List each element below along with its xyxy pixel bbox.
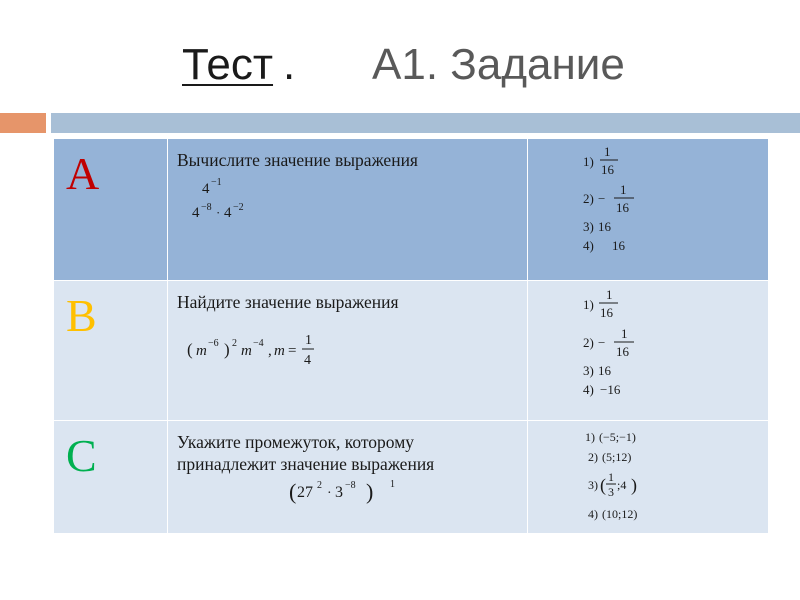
accent-bar-orange <box>0 113 46 133</box>
answer-a-3-value: 16 <box>598 219 611 234</box>
answer-b-4-value: −16 <box>600 382 621 397</box>
answer-b-1-frac-den: 16 <box>600 305 613 320</box>
formula-b-frac-den: 4 <box>304 353 311 368</box>
answer-c-2-num: 2) <box>588 450 598 464</box>
formula-b-frac-num: 1 <box>305 333 312 348</box>
answer-b-1-frac-num: 1 <box>606 287 613 302</box>
formula-c-base1: 27 <box>297 484 313 501</box>
answer-b-2-num: 2) <box>583 335 594 350</box>
task-text-c-line2: принадлежит значение выражения <box>177 454 435 474</box>
answer-b-1-num: 1) <box>583 297 594 312</box>
formula-a-den1: 4 <box>192 205 200 221</box>
title-test-link[interactable]: Тест <box>182 40 274 89</box>
answer-a-4-value: 16 <box>612 238 625 253</box>
answer-c-2-value: (5;12) <box>602 450 632 464</box>
formula-a-den2: 4 <box>224 205 232 221</box>
answer-c-1-value: (−5;−1) <box>599 430 636 444</box>
formula-a <box>168 173 527 283</box>
answer-a-1-num: 1) <box>583 154 594 169</box>
formula-c-close: ) <box>366 479 374 504</box>
table-row-b <box>54 281 769 421</box>
formula-c-dot: · <box>327 486 332 501</box>
formula-b-base2: m <box>241 343 252 359</box>
answer-b-3-num: 3) <box>583 363 594 378</box>
row-letter-a: А <box>66 148 100 199</box>
answer-c-4-num: 4) <box>588 507 598 521</box>
formula-b-base2-exp: −4 <box>253 338 264 349</box>
answer-a-2-num: 2) <box>583 191 594 206</box>
answer-c-3-frac-num: 1 <box>608 470 614 484</box>
answers-b <box>528 281 768 420</box>
answer-c-3-sep: ;4 <box>617 478 627 492</box>
formula-a-den2-exp: −2 <box>233 202 244 213</box>
answer-a-1-frac-den: 16 <box>601 162 614 177</box>
formula-b-open: ( <box>187 340 193 359</box>
task-text-c <box>168 421 527 475</box>
row-letter-b: B <box>66 290 97 341</box>
answer-c-4-value: (10;12) <box>602 507 638 521</box>
row-letter-c: C <box>66 430 97 481</box>
answer-c-3-frac-den: 3 <box>608 485 614 499</box>
answer-a-2-frac-num: 1 <box>620 182 627 197</box>
answer-b-2-frac-num: 1 <box>621 326 628 341</box>
formula-a-num: 4 <box>202 181 210 197</box>
answer-b-2-sign: − <box>598 335 606 350</box>
formula-b-var: m <box>274 343 285 359</box>
answer-c-3-open: ( <box>600 475 606 495</box>
answers-a <box>528 139 768 280</box>
answer-a-3-num: 3) <box>583 219 594 234</box>
formula-b-base1: m <box>196 343 207 359</box>
title-separator: . <box>283 40 296 89</box>
formula-c-outer-exp: 1 <box>390 479 395 490</box>
task-text-c-line1: Укажите промежуток, которому <box>177 432 415 452</box>
table-row-c <box>54 421 769 534</box>
answers-c <box>528 421 768 533</box>
formula-b-outer-exp: 2 <box>232 338 237 349</box>
answer-c-3-num: 3) <box>588 478 598 492</box>
formula-b-close: ) <box>224 340 230 359</box>
answer-b-4-num: 4) <box>583 382 594 397</box>
formula-a-den1-exp: −8 <box>201 202 212 213</box>
slide-title <box>0 40 800 100</box>
task-text-b: Найдите значение выражения <box>177 292 399 312</box>
formula-c-base2-exp: −8 <box>345 480 356 491</box>
formula-a-num-exp: −1 <box>211 177 222 188</box>
formula-b-eq: = <box>288 343 297 359</box>
answer-a-2-frac-den: 16 <box>616 200 629 215</box>
answer-a-4-num: 4) <box>583 238 594 253</box>
answer-b-3-value: 16 <box>598 363 611 378</box>
answer-a-2-sign: − <box>598 191 606 206</box>
formula-c-open: ( <box>289 479 297 504</box>
table-row-a <box>54 139 769 281</box>
formula-a-dot: · <box>216 205 221 220</box>
title-main: А1. Задание <box>372 40 625 89</box>
accent-bar-blue <box>51 113 800 133</box>
answer-c-1-num: 1) <box>585 430 595 444</box>
task-text-a: Вычислите значение выражения <box>177 150 418 170</box>
answer-c-3-close: ) <box>631 475 637 495</box>
formula-c <box>168 475 527 535</box>
formula-b-comma: , <box>268 343 272 359</box>
formula-b-base1-exp: −6 <box>208 338 219 349</box>
answer-a-1-frac-num: 1 <box>604 144 611 159</box>
formula-c-base2: 3 <box>335 484 343 501</box>
answer-b-2-frac-den: 16 <box>616 344 629 359</box>
formula-c-base1-exp: 2 <box>317 480 322 491</box>
task-table <box>53 138 769 534</box>
formula-b <box>168 315 527 415</box>
